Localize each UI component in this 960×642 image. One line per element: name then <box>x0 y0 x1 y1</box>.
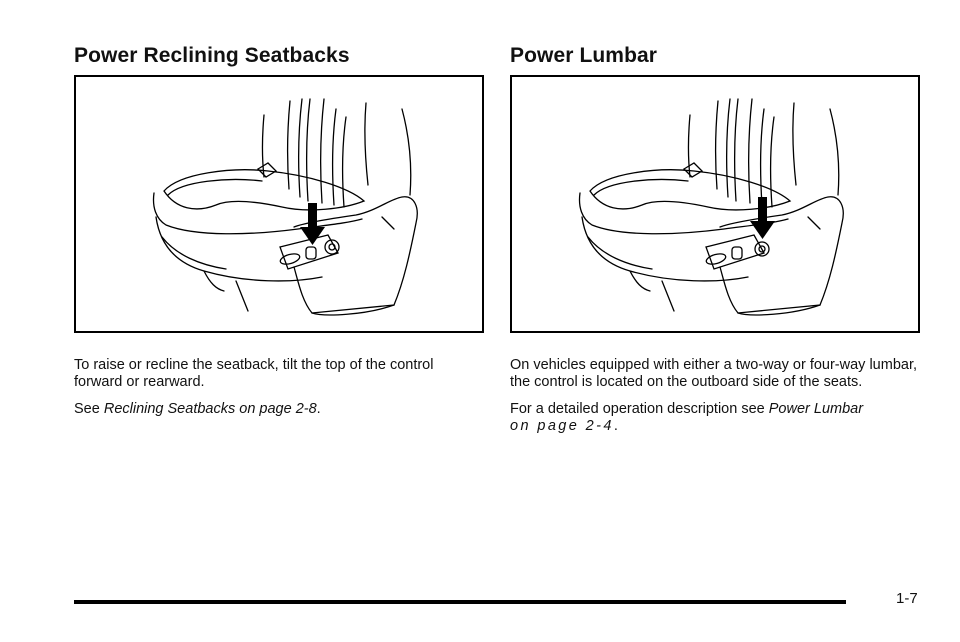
seat-illustration-lumbar <box>510 75 920 333</box>
section-title-lumbar: Power Lumbar <box>510 44 658 67</box>
lumbar-see-suffix: . <box>613 418 618 434</box>
reclining-body <box>74 357 484 418</box>
reclining-page-link[interactable]: Reclining Seatbacks on page 2-8 <box>103 401 317 417</box>
lumbar-see-prefix: For a detailed operation description see <box>510 401 769 417</box>
lumbar-see-reference <box>510 401 920 435</box>
right-column <box>510 42 920 445</box>
see-suffix: . <box>316 401 321 417</box>
lumbar-body <box>510 357 920 435</box>
seat-drawing-reclining <box>76 77 482 331</box>
seat-illustration-reclining <box>74 75 484 333</box>
left-column <box>74 42 484 428</box>
section-title-reclining: Power Reclining Seatbacks <box>74 44 350 67</box>
see-prefix: See <box>74 401 104 417</box>
seat-drawing-lumbar <box>512 77 918 331</box>
lumbar-link-title[interactable]: Power Lumbar <box>768 401 864 417</box>
reclining-paragraph: To raise or recline the seatback, tilt the top of the control forward or rearward. <box>74 357 434 390</box>
lumbar-link-page[interactable]: on page 2-4 <box>510 418 614 434</box>
page-number: 1-7 <box>896 590 918 607</box>
footer-rule <box>74 600 846 604</box>
reclining-see-reference <box>74 401 484 418</box>
lumbar-paragraph: On vehicles equipped with either a two-way or four-way lumbar, the control is located on the outboard side of the seats. <box>510 357 917 390</box>
